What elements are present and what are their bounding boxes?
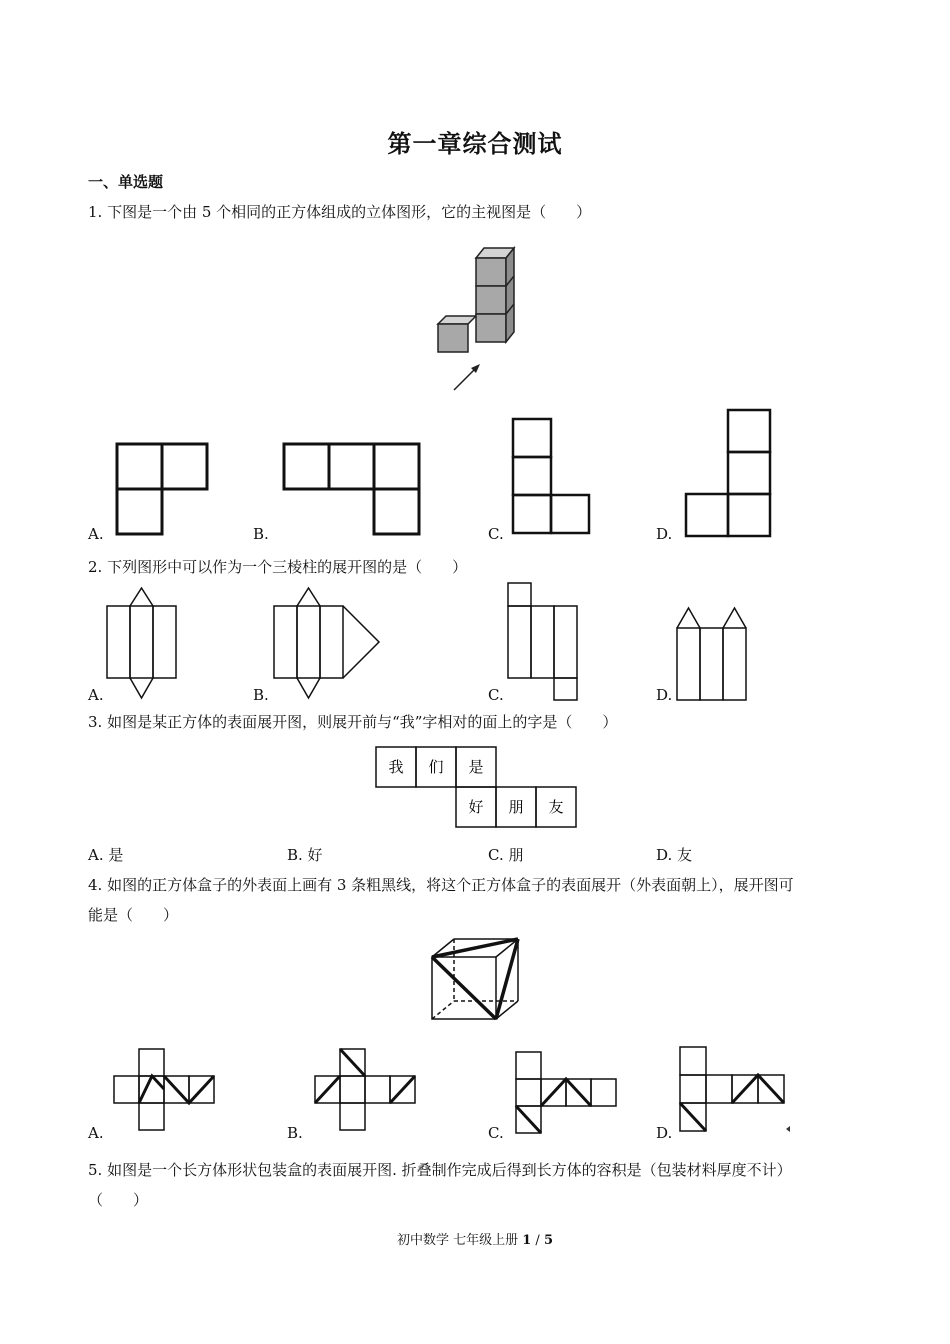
q4-cube-figure — [430, 937, 522, 1023]
net-cell-6: 友 — [548, 798, 564, 816]
question-5-text-line1: 5. 如图是一个长方体形状包装盒的表面展开图. 折叠制作完成后得到长方体的容积是（包装材料厚度不计） — [88, 1161, 792, 1179]
q4-option-b-figure — [313, 1048, 418, 1134]
page-footer — [0, 1229, 950, 1248]
q3-option-c: C. 朋 — [488, 846, 524, 864]
page-title: 第一章综合测试 — [387, 130, 563, 158]
q4-option-a-figure — [112, 1048, 217, 1134]
q1-option-d: D. — [656, 525, 673, 543]
q2-option-a: A. — [88, 686, 104, 704]
q3-option-d: D. 友 — [656, 846, 693, 864]
question-1-text: 1. 下图是一个由 5 个相同的正方体组成的立体图形，它的主视图是（ ） — [88, 203, 592, 221]
q2-option-c-figure — [506, 581, 581, 703]
net-cell-1: 我 — [388, 758, 404, 776]
q3-option-a: A. 是 — [88, 846, 124, 864]
q1-option-c: C. — [488, 525, 504, 543]
net-cell-5: 朋 — [508, 798, 524, 816]
net-cell-2: 们 — [428, 758, 444, 776]
q1-option-b: B. — [253, 525, 269, 543]
q1-option-a-figure — [115, 442, 210, 537]
footer-page-total: 5 — [543, 1233, 553, 1248]
q2-option-d: D. — [656, 686, 673, 704]
question-4-text-line2: 能是（ ） — [88, 906, 179, 924]
q1-option-a: A. — [88, 525, 104, 543]
net-cell-3: 是 — [468, 758, 484, 776]
footer-page-number: 1 — [522, 1233, 532, 1248]
q4-option-d: D. — [656, 1124, 673, 1142]
footer-subject: 初中数学 七年级上册 — [396, 1233, 523, 1248]
footer-separator: / — [531, 1233, 544, 1248]
q4-option-c-figure — [515, 1051, 620, 1137]
q1-option-c-figure — [512, 418, 592, 536]
q2-option-b: B. — [253, 686, 269, 704]
q1-cube-figure — [430, 240, 530, 395]
q2-option-d-figure — [675, 606, 750, 704]
question-2-text: 2. 下列图形中可以作为一个三棱柱的展开图的是（ ） — [88, 558, 468, 576]
q2-option-c: C. — [488, 686, 504, 704]
q3-cube-net — [374, 745, 578, 829]
q1-option-d-figure — [685, 409, 773, 537]
net-cell-4: 好 — [468, 798, 484, 816]
question-3-text: 3. 如图是某正方体的表面展开图，则展开前与“我”字相对的面上的字是（ ） — [88, 713, 618, 731]
q2-option-a-figure — [105, 586, 180, 701]
q2-option-b-figure — [272, 586, 384, 701]
q4-option-d-figure — [679, 1046, 791, 1136]
q4-option-c: C. — [488, 1124, 504, 1142]
question-4-text-line1: 4. 如图的正方体盒子的外表面上画有 3 条粗黑线，将这个正方体盒子的表面展开（外表面朝上），展开图可 — [88, 876, 794, 894]
q3-option-b: B. 好 — [287, 846, 323, 864]
q4-option-a: A. — [88, 1124, 104, 1142]
q4-option-b: B. — [287, 1124, 303, 1142]
question-5-text-line2: （ ） — [88, 1191, 149, 1209]
section-heading: 一、单选题 — [88, 173, 164, 191]
q1-option-b-figure — [282, 442, 422, 537]
